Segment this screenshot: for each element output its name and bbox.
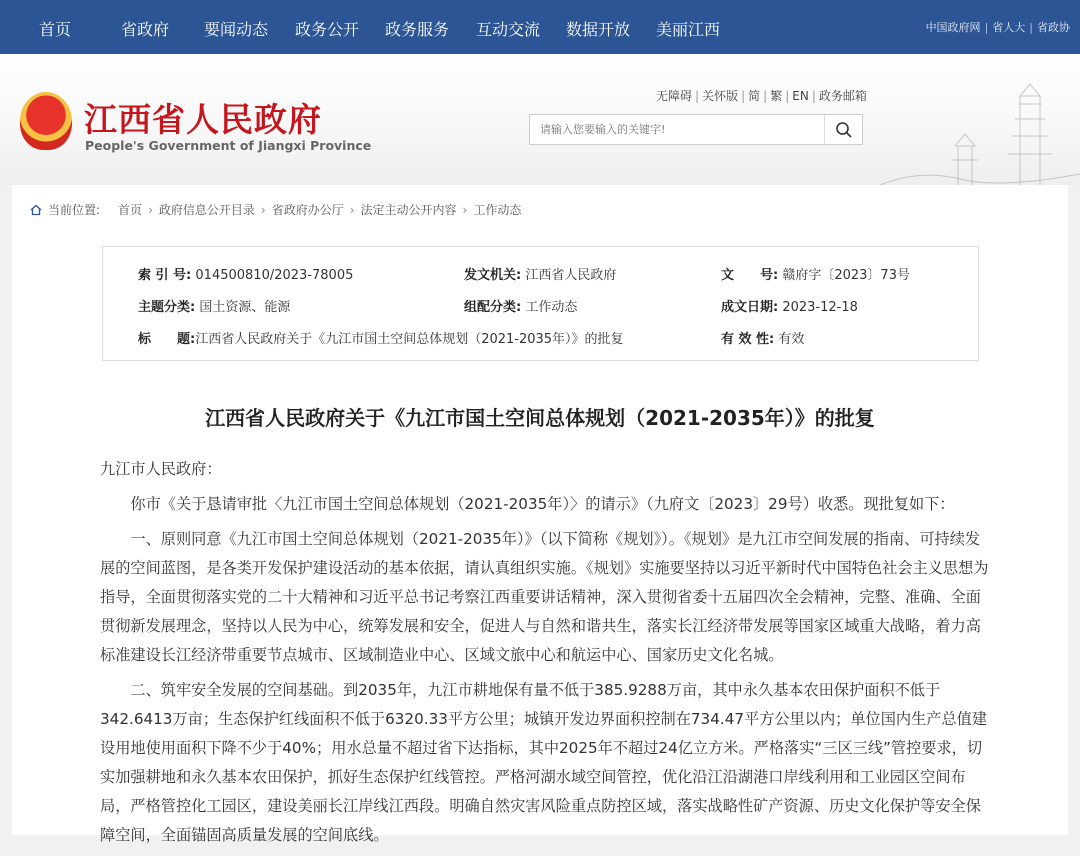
nav-provincial-gov[interactable]: 省政府 (121, 20, 170, 39)
national-emblem-icon (20, 92, 72, 150)
site-brand[interactable]: 江西省人民政府 (84, 100, 322, 139)
utility-links: 无障碍 | 关怀版 | 简 | 繁 | EN | 政务邮箱 (656, 89, 867, 103)
breadcrumb-home[interactable]: 首页 (118, 203, 143, 217)
link-cppcc[interactable]: 省政协 (1037, 21, 1070, 34)
content-panel (12, 185, 1068, 844)
meta-title: 标 题:江西省人民政府关于《九江市国土空间总体规划（2021-2035年）》的批复 (138, 332, 624, 347)
breadcrumb-label: 当前位置: (48, 203, 101, 217)
search-input[interactable] (530, 115, 824, 144)
link-accessibility[interactable]: 无障碍 (656, 89, 693, 103)
top-nav (0, 0, 1080, 54)
meta-category: 组配分类: 工作动态 (464, 300, 578, 315)
document-metadata (102, 246, 979, 361)
article-title: 江西省人民政府关于《九江市国土空间总体规划（2021-2035年）》的批复 (205, 406, 875, 430)
meta-issuer: 发文机关: 江西省人民政府 (464, 268, 617, 283)
search-icon (835, 121, 853, 139)
link-care-mode[interactable]: 关怀版 (702, 89, 739, 103)
site-brand-english: People's Government of Jiangxi Province (85, 138, 372, 153)
nav-open-data[interactable]: 数据开放 (566, 20, 631, 39)
breadcrumb: 当前位置: 首页 › 政府信息公开目录 › 省政府办公厅 › 法定主动公开内容 › 工作动态 (30, 201, 521, 218)
meta-topic: 主题分类: 国土资源、能源 (138, 300, 291, 315)
link-npc[interactable]: 省人大 (992, 21, 1026, 34)
meta-docno: 文 号: 赣府字〔2023〕73号 (721, 268, 910, 283)
search-box (529, 114, 863, 145)
paragraph: 二、筑牢安全发展的空间基础。到2035年，九江市耕地保有量不低于385.9288万亩，其中永久基本农田保护面积不低于342.6413万亩；生态保护红线面积不低于6320.33平方公里；城镇开发边界面积控制在734.47平方公里以内；单位国内生产总值建设用地使用面积下降不少于40%；用水总量不超过省下达指标，其中2025年不超过24亿立方米。严格落实“三区三线”管控要求，切实加强耕地和永久基本农田保护，抓好生态保护红线管控。严格河湖水域空间管控，优化沿江沿湖港口岸线利用和工业园区空间布局，严格管控化工园区，建设美丽长江岸线江西段。明确自然灾害风险重点防控区域，落实战略性矿产资源、历史文化保护等安全保障空间，全面锚固高质量发展的空间底线。 (100, 681, 988, 844)
nav-home[interactable]: 首页 (39, 20, 72, 39)
paragraph: 你市《关于恳请审批〈九江市国土空间总体规划（2021-2035年）〉的请示》（九府文〔2023〕29号）收悉。现批复如下： (130, 495, 955, 513)
site-header (0, 54, 1080, 185)
link-english[interactable]: EN (792, 89, 809, 103)
link-gov-mailbox[interactable]: 政务邮箱 (818, 89, 867, 103)
link-traditional[interactable]: 繁 (770, 89, 783, 103)
meta-date: 成文日期: 2023-12-18 (721, 300, 858, 315)
paragraph: 一、原则同意《九江市国土空间总体规划（2021-2035年）》（以下简称《规划》）。《规划》是九江市空间发展的指南、可持续发展的空间蓝图，是各类开发保护建设活动的基本依据，请认真组织实施。《规划》实施要坚持以习近平新时代中国特色社会主义思想为指导，全面贯彻落实党的二十大精神和习近平总书记考察江西重要讲话精神，深入贯彻省委十五届四次全会精神，完整、准确、全面贯彻新发展理念，坚持以人民为中心，统筹发展和安全，促进人与自然和谐共生，落实长江经济带发展等国家区域重大战略，着力高标准建设长江经济带重要节点城市、区域制造业中心、区域文旅中心和航运中心、国家历史文化名城。 (100, 530, 989, 664)
meta-index: 索 引 号: 014500810/2023-78005 (138, 268, 354, 283)
breadcrumb-work-updates[interactable]: 工作动态 (473, 203, 522, 217)
breadcrumb-info-catalog[interactable]: 政府信息公开目录 (158, 203, 255, 217)
nav-interaction[interactable]: 互动交流 (476, 20, 541, 39)
pavilion-illustration (880, 74, 1080, 185)
nav-beautiful-jiangxi[interactable]: 美丽江西 (656, 20, 721, 39)
article-body (100, 455, 992, 856)
meta-validity: 有 效 性: 有效 (721, 332, 805, 347)
link-simplified[interactable]: 简 (748, 89, 761, 103)
breadcrumb-general-office[interactable]: 省政府办公厅 (271, 203, 344, 217)
salutation: 九江市人民政府： (100, 460, 222, 478)
nav-gov-affairs-open[interactable]: 政务公开 (295, 20, 360, 39)
search-button[interactable] (824, 115, 862, 144)
nav-gov-services[interactable]: 政务服务 (385, 20, 450, 39)
external-links: 中国政府网 | 省人大 | 省政协 (925, 21, 1070, 34)
home-icon (30, 204, 42, 216)
nav-news[interactable]: 要闻动态 (204, 20, 269, 39)
breadcrumb-statutory-content[interactable]: 法定主动公开内容 (360, 203, 457, 217)
link-china-gov[interactable]: 中国政府网 (925, 21, 981, 34)
